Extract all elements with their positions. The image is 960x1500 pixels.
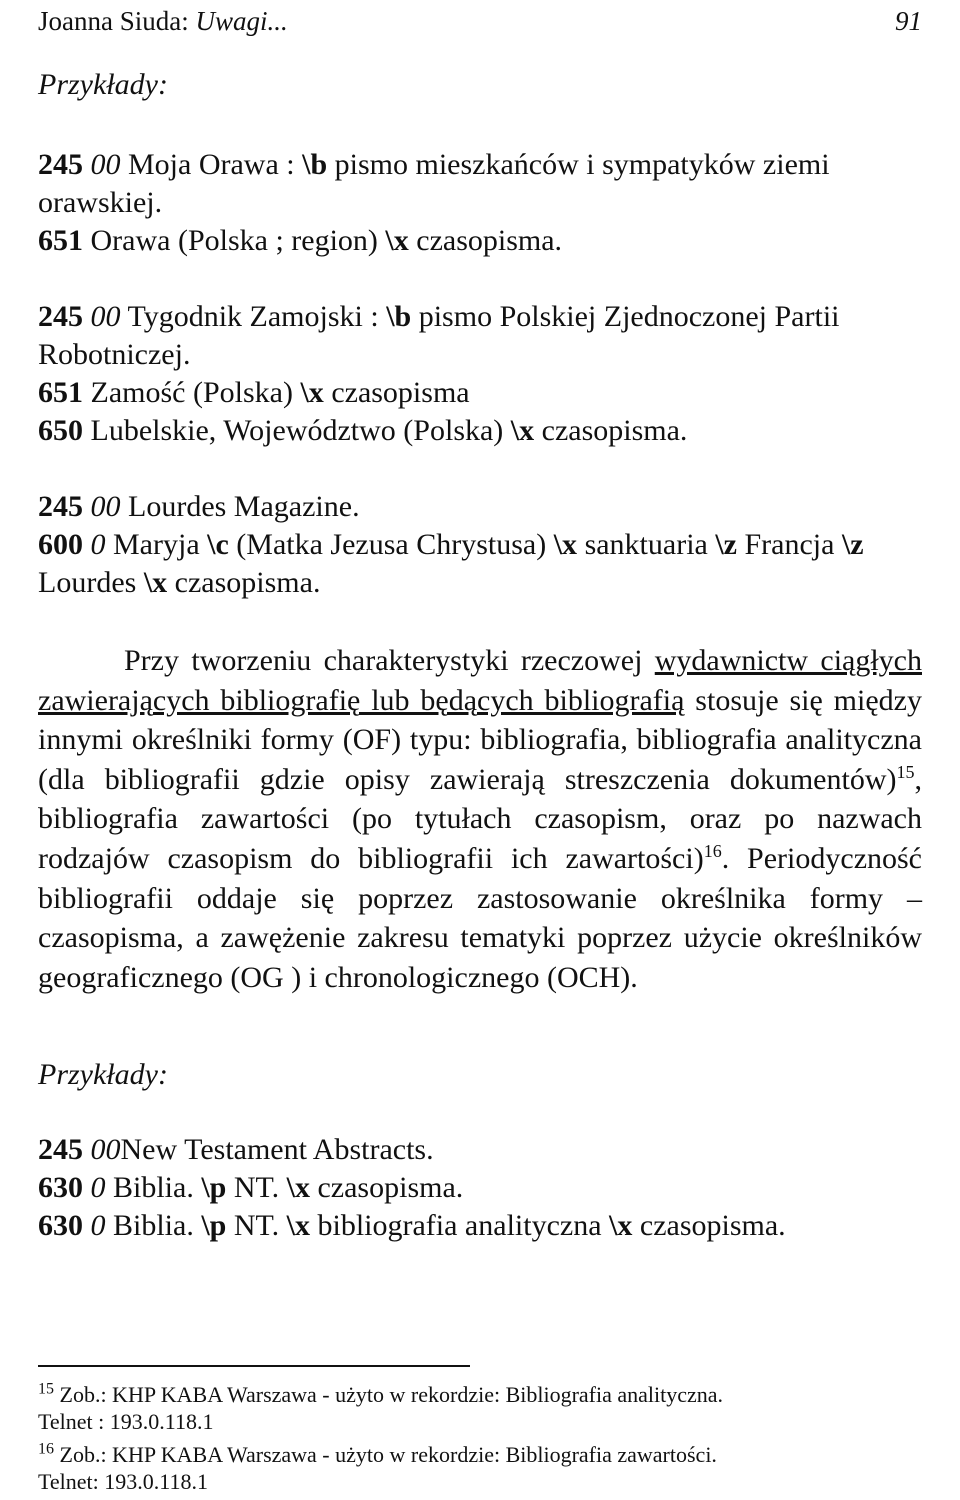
field-text: bibliografia analityczna bbox=[309, 1209, 610, 1242]
field-text: Biblia. bbox=[105, 1209, 202, 1242]
marc-field-245 bbox=[38, 488, 922, 526]
subfield-code: \x bbox=[553, 528, 578, 561]
field-tag: 651 bbox=[38, 224, 83, 257]
footnote-line: Telnet: 193.0.118.1 bbox=[38, 1469, 208, 1494]
footnote-ref-16: 16 bbox=[703, 840, 722, 861]
running-header bbox=[38, 2, 922, 42]
running-header-title: Uwagi... bbox=[195, 6, 288, 36]
marc-field-245 bbox=[38, 146, 922, 222]
field-text: czasopisma. bbox=[534, 414, 688, 447]
body-paragraph bbox=[38, 641, 922, 997]
marc-field-630 bbox=[38, 1207, 922, 1245]
field-text: Lourdes bbox=[38, 566, 144, 599]
footnote-number: 16 bbox=[38, 1440, 54, 1458]
subfield-code: \p bbox=[201, 1209, 227, 1242]
field-tag: 245 bbox=[38, 1133, 83, 1166]
marc-record-group-2 bbox=[38, 298, 922, 450]
subfield-code: \x bbox=[143, 566, 168, 599]
paragraph-text: . Periodyczność bibliografii oddaje się poprzez zastosowanie określnika formy – czasopisma, a zawężenie zakresu tematyki poprzez użycie określników geograficznego (OG ) i chronologicznego (OCH). bbox=[38, 841, 922, 994]
footnote-16 bbox=[38, 1441, 938, 1495]
subfield-code: \b bbox=[302, 148, 328, 181]
field-tag: 600 bbox=[38, 528, 83, 561]
field-text: sanktuaria bbox=[577, 528, 716, 561]
field-indicator: 00 bbox=[90, 148, 121, 181]
paragraph-text: stosuje się między innymi określniki formy (OF) typu: bibliografia, bibliografia analityczna (dla bibliografii gdzie opisy zawierają streszczenia dokumentów) bbox=[38, 683, 922, 796]
field-tag: 651 bbox=[38, 376, 83, 409]
marc-field-245 bbox=[38, 298, 922, 374]
field-tag: 650 bbox=[38, 414, 83, 447]
footnote-line: Telnet : 193.0.118.1 bbox=[38, 1409, 214, 1434]
marc-field-245 bbox=[38, 1131, 922, 1169]
field-text: Lourdes Magazine. bbox=[120, 490, 360, 523]
footnote-line bbox=[38, 1381, 938, 1408]
author-name: Joanna Siuda: bbox=[38, 6, 196, 36]
marc-field-630 bbox=[38, 1169, 922, 1207]
paragraph-text: , bibliografia zawartości (po tytułach czasopism, oraz po nazwach rodzajów czasopism do bibliografii ich zawartości) bbox=[38, 762, 922, 875]
marc-field-650 bbox=[38, 412, 922, 450]
field-indicator: 0 bbox=[90, 528, 106, 561]
footnote-line bbox=[38, 1441, 938, 1468]
field-text: czasopisma. bbox=[408, 224, 563, 257]
subfield-code: \x bbox=[510, 414, 535, 447]
field-text: New Testament Abstracts. bbox=[120, 1133, 434, 1166]
page-number: 91 bbox=[895, 6, 922, 36]
marc-field-651 bbox=[38, 222, 922, 260]
subfield-code: \z bbox=[715, 528, 737, 561]
field-text: Orawa (Polska ; region) bbox=[83, 224, 386, 257]
footnote-text: Zob.: KHP KABA Warszawa - użyto w rekordzie: Bibliografia zawartości. bbox=[54, 1442, 717, 1467]
field-text: Zamość (Polska) bbox=[83, 376, 301, 409]
subfield-code: \x bbox=[286, 1171, 310, 1204]
field-text: czasopisma bbox=[323, 376, 470, 409]
subfield-code: \x bbox=[286, 1209, 310, 1242]
field-text: czasopisma. bbox=[167, 566, 321, 599]
field-indicator: 0 bbox=[90, 1171, 106, 1204]
footnote-ref-15: 15 bbox=[896, 761, 915, 782]
field-text: Biblia. bbox=[105, 1171, 202, 1204]
field-text: (Matka Jezusa Chrystusa) bbox=[228, 528, 554, 561]
paragraph-text: Przy tworzeniu charakterystyki rzeczowej bbox=[124, 644, 655, 677]
marc-field-651 bbox=[38, 374, 922, 412]
subfield-code: \z bbox=[841, 528, 864, 561]
field-indicator: 00 bbox=[90, 490, 121, 523]
examples-heading-2: Przykłady: bbox=[38, 1058, 168, 1091]
marc-field-600 bbox=[38, 526, 922, 602]
field-text: czasopisma. bbox=[632, 1209, 786, 1242]
field-text: czasopisma. bbox=[309, 1171, 464, 1204]
footnote-number: 15 bbox=[38, 1380, 54, 1398]
subfield-code: \x bbox=[300, 376, 324, 409]
field-text: NT. bbox=[226, 1171, 287, 1204]
examples-heading-1: Przykłady: bbox=[38, 68, 168, 101]
subfield-code: \x bbox=[385, 224, 409, 257]
footnote-text: Zob.: KHP KABA Warszawa - użyto w rekordzie: Bibliografia analityczna. bbox=[54, 1382, 724, 1407]
marc-record-group-3 bbox=[38, 488, 922, 602]
marc-record-group-4 bbox=[38, 1131, 922, 1245]
field-text: pismo mieszkańców i sympatyków ziemi orawskiej. bbox=[38, 148, 830, 219]
field-tag: 630 bbox=[38, 1209, 83, 1242]
field-indicator: 00 bbox=[90, 300, 121, 333]
field-tag: 245 bbox=[38, 148, 83, 181]
field-tag: 245 bbox=[38, 490, 83, 523]
paragraph-underlined-phrase: wydawnictw ciągłych zawierających bibliografię lub będących bibliografią bbox=[38, 644, 922, 717]
field-indicator: 0 bbox=[90, 1209, 106, 1242]
footnote-separator bbox=[38, 1365, 470, 1367]
field-text: Maryja bbox=[105, 528, 208, 561]
field-text: Francja bbox=[737, 528, 842, 561]
running-header-author bbox=[38, 6, 288, 37]
field-text: NT. bbox=[226, 1209, 287, 1242]
field-tag: 245 bbox=[38, 300, 83, 333]
subfield-code: \x bbox=[609, 1209, 633, 1242]
field-text: Tygodnik Zamojski : bbox=[120, 300, 387, 333]
field-text: Moja Orawa : bbox=[120, 148, 303, 181]
subfield-code: \p bbox=[201, 1171, 227, 1204]
footnote-15 bbox=[38, 1381, 938, 1435]
field-indicator: 00 bbox=[90, 1133, 121, 1166]
field-text: pismo Polskiej Zjednoczonej Partii Robotniczej. bbox=[38, 300, 840, 371]
marc-record-group-1 bbox=[38, 146, 922, 260]
subfield-code: \c bbox=[207, 528, 229, 561]
field-tag: 630 bbox=[38, 1171, 83, 1204]
subfield-code: \b bbox=[386, 300, 412, 333]
field-text: Lubelskie, Województwo (Polska) bbox=[83, 414, 511, 447]
